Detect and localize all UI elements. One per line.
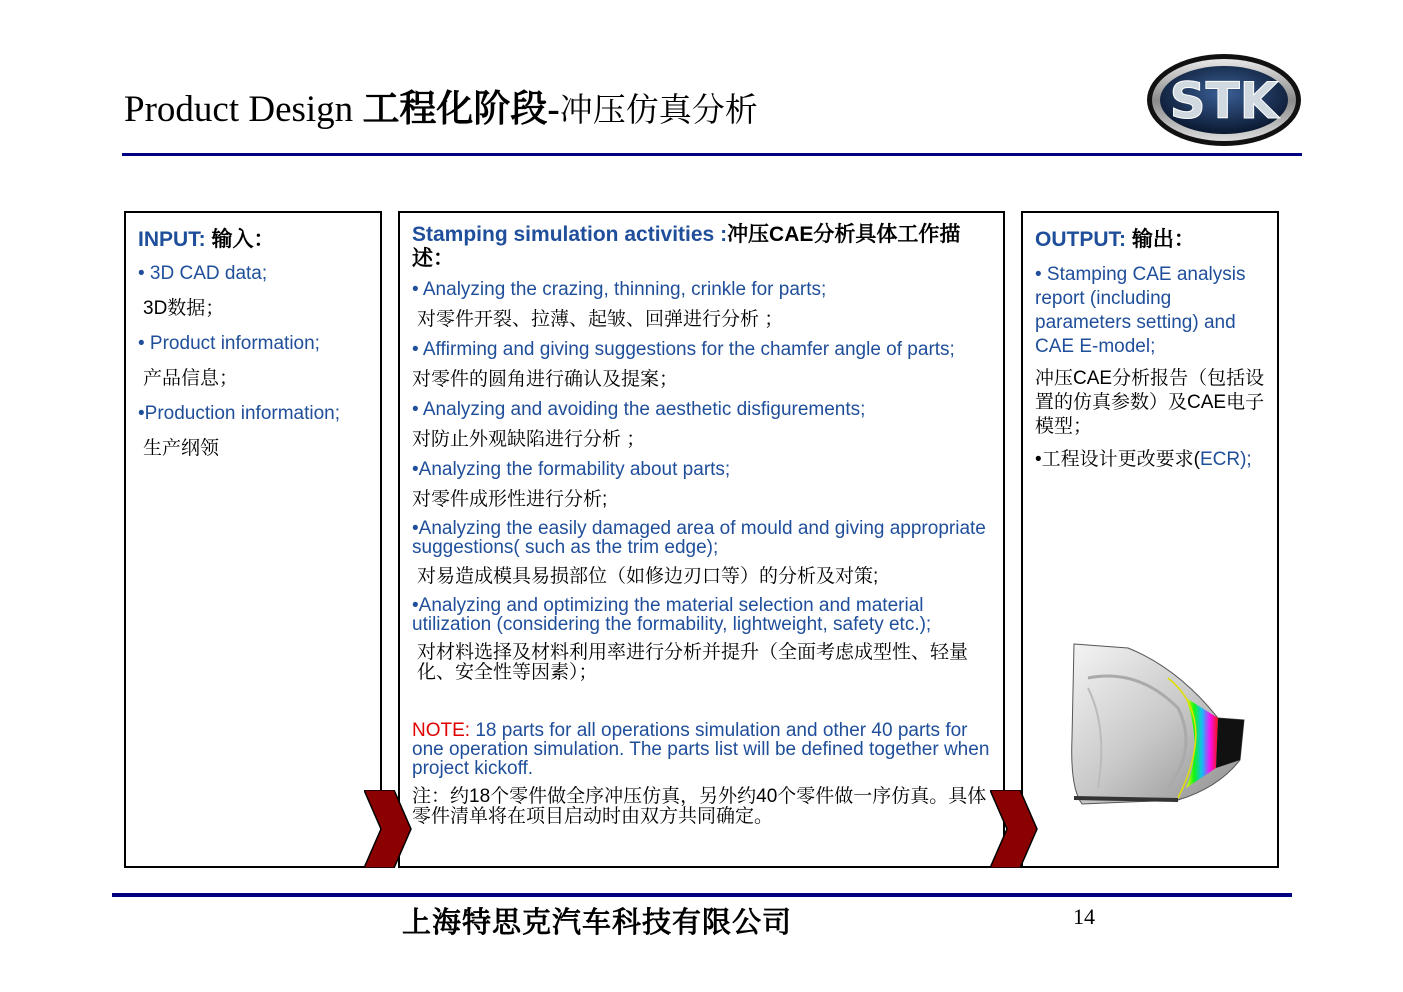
- logo-text: STK: [1169, 72, 1279, 130]
- activity-item-cn: 对零件开裂、拉薄、起皱、回弹进行分析 ；: [417, 309, 784, 330]
- input-item-en: •Production information;: [138, 403, 341, 424]
- input-header-cn: 输入：: [211, 228, 275, 251]
- page-number: 14: [1073, 904, 1095, 929]
- output-ecr-en: ECR);: [1199, 449, 1252, 470]
- title-en: Product Design: [124, 89, 363, 130]
- stamping-simulation-image: [1068, 638, 1248, 814]
- activity-item-en: • Analyzing the crazing, thinning, crinkle for parts;: [412, 279, 827, 300]
- activity-item-cn: 对零件成形性进行分析;: [412, 489, 608, 510]
- title-cn: 冲压仿真分析: [559, 93, 758, 129]
- title-cn-bold: 工程化阶段-: [362, 89, 560, 130]
- output-item-en: • Stamping CAE analysis report (including parameters setting) and CAE E-model;: [1035, 264, 1246, 357]
- activity-item-cn: 对防止外观缺陷进行分析 ；: [412, 429, 646, 450]
- activities-header-cn: 冲压CAE分析具体工作描述：: [412, 223, 961, 270]
- activity-item-en: •Analyzing the easily damaged area of mould and giving appropriate suggestions( such as the trim edge);: [412, 518, 986, 558]
- arrow-right-icon: [364, 790, 412, 868]
- input-box: [124, 211, 382, 868]
- input-item-cn: 3D数据；: [143, 298, 225, 319]
- output-header-en: OUTPUT:: [1035, 228, 1132, 251]
- activities-note: [412, 721, 993, 778]
- company-name: 上海特思克汽车科技有限公司: [402, 905, 793, 939]
- activities-header: [412, 223, 993, 271]
- page-title: [124, 78, 758, 132]
- output-header: [1035, 223, 1269, 253]
- activity-item-en: • Analyzing and avoiding the aesthetic disfigurements;: [412, 399, 866, 420]
- output-item-ecr: [1035, 449, 1269, 470]
- output-item-cn: 冲压CAE分析报告（包括设置的仿真参数）及CAE电子模型；: [1035, 368, 1265, 437]
- input-item-en: • 3D CAD data;: [138, 263, 268, 284]
- output-ecr-cn: •工程设计更改要求(: [1035, 449, 1200, 470]
- arrow-right-icon: [990, 790, 1038, 868]
- stk-logo: [1145, 52, 1303, 148]
- input-item-en: • Product information;: [138, 333, 320, 354]
- note-cn: 注：约18个零件做全序冲压仿真，另外约40个零件做一序仿真。具体零件清单将在项目启动时由双方共同确定。: [412, 786, 987, 827]
- activity-item-en: •Analyzing the formability about parts;: [412, 459, 731, 480]
- input-item-cn: 产品信息；: [143, 368, 239, 389]
- activity-item-cn: 对易造成模具易损部位（如修边刃口等）的分析及对策;: [417, 566, 879, 587]
- activities-header-en: Stamping simulation activities :: [412, 223, 728, 246]
- bottom-rule: [112, 893, 1292, 897]
- input-header-en: INPUT:: [138, 228, 212, 251]
- activity-item-cn: 对材料选择及材料利用率进行分析并提升（全面考虑成型性、轻量化、安全性等因素）；: [417, 642, 969, 683]
- note-label: NOTE:: [412, 720, 471, 741]
- activity-item-en: • Affirming and giving suggestions for the chamfer angle of parts;: [412, 339, 955, 360]
- activity-item-cn: 对零件的圆角进行确认及提案；: [412, 369, 679, 390]
- activities-box: [398, 211, 1005, 868]
- input-item-cn: 生产纲领: [143, 438, 220, 459]
- input-header: [138, 223, 372, 253]
- note-text: 18 parts for all operations simulation and other 40 parts for one operation simulation. The parts list will be defined together when project kickoff.: [412, 720, 990, 779]
- output-header-cn: 输出：: [1131, 228, 1195, 251]
- top-rule: [122, 153, 1302, 156]
- activity-item-en: •Analyzing and optimizing the material selection and material utilization (considering the formability, lightweight, safety etc.);: [412, 595, 932, 635]
